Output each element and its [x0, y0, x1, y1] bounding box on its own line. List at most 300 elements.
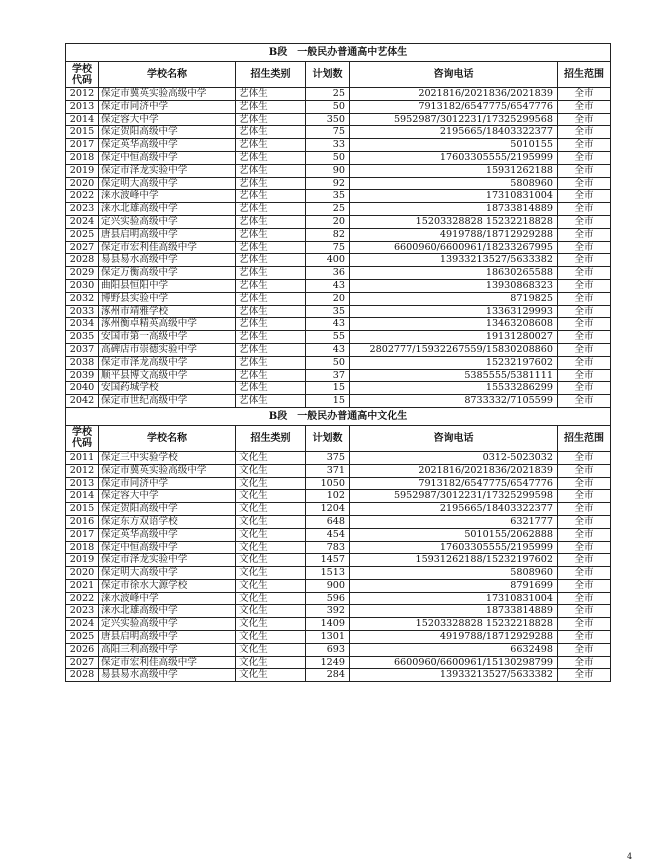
school-name-cell: 保定中恒高级中学: [99, 541, 236, 554]
school-code-cell: 2028: [66, 669, 99, 682]
school-code-cell: 2032: [66, 292, 99, 305]
table-row: [66, 292, 611, 305]
school-name-cell: 涞水北雄高级中学: [99, 203, 236, 216]
school-code-cell: 2042: [66, 395, 99, 408]
plan-count-cell: 20: [306, 215, 350, 228]
plan-count-cell: 693: [306, 643, 350, 656]
school-name-cell: 保定容大中学: [99, 113, 236, 126]
school-code-cell: 2014: [66, 490, 99, 503]
table-row: [66, 190, 611, 203]
section-title-row: [66, 407, 611, 425]
school-code-cell: 2029: [66, 267, 99, 280]
range-cell: 全市: [558, 669, 611, 682]
category-cell: 艺体生: [236, 164, 306, 177]
school-name-cell: 保定市冀英实验高级中学: [99, 464, 236, 477]
school-name-cell: 易县易水高级中学: [99, 669, 236, 682]
phone-cell: 2021816/2021836/2021839: [350, 464, 558, 477]
table-row: [66, 267, 611, 280]
school-name-cell: 保定市泽龙高级中学: [99, 356, 236, 369]
table-row: [66, 541, 611, 554]
table-header-row: [66, 425, 611, 451]
phone-cell: 2802777/15932267559/15830208860: [350, 343, 558, 356]
range-cell: 全市: [558, 528, 611, 541]
school-name-cell: 涞水北雄高级中学: [99, 605, 236, 618]
category-cell: 艺体生: [236, 139, 306, 152]
plan-count-cell: 284: [306, 669, 350, 682]
school-name-cell: 涿州市靖雅学校: [99, 305, 236, 318]
school-code-cell: 2017: [66, 528, 99, 541]
table-row: [66, 164, 611, 177]
school-code-cell: 2025: [66, 228, 99, 241]
school-name-cell: 定兴实验高级中学: [99, 618, 236, 631]
school-name-cell: 定兴实验高级中学: [99, 215, 236, 228]
school-code-cell: 2020: [66, 567, 99, 580]
school-code-cell: 2013: [66, 100, 99, 113]
range-cell: 全市: [558, 254, 611, 267]
plan-count-cell: 92: [306, 177, 350, 190]
column-header-type: 招生类别: [236, 62, 306, 88]
phone-cell: 5952987/3012231/17325299598: [350, 490, 558, 503]
range-cell: 全市: [558, 215, 611, 228]
plan-count-cell: 783: [306, 541, 350, 554]
range-cell: 全市: [558, 477, 611, 490]
phone-cell: 17310831004: [350, 190, 558, 203]
plan-count-cell: 25: [306, 88, 350, 101]
phone-cell: 4919788/18712929288: [350, 631, 558, 644]
range-cell: 全市: [558, 343, 611, 356]
school-name-cell: 保定市宏利佳高级中学: [99, 656, 236, 669]
phone-cell: 15232197602: [350, 356, 558, 369]
school-code-cell: 2015: [66, 503, 99, 516]
table-row: [66, 669, 611, 682]
phone-cell: 13930868323: [350, 279, 558, 292]
range-cell: 全市: [558, 318, 611, 331]
range-cell: 全市: [558, 279, 611, 292]
range-cell: 全市: [558, 515, 611, 528]
category-cell: 文化生: [236, 605, 306, 618]
plan-count-cell: 392: [306, 605, 350, 618]
school-code-cell: 2038: [66, 356, 99, 369]
table-row: [66, 151, 611, 164]
range-cell: 全市: [558, 631, 611, 644]
phone-cell: 5010155/2062888: [350, 528, 558, 541]
school-code-cell: 2035: [66, 331, 99, 344]
school-name-cell: 保定市同济中学: [99, 100, 236, 113]
school-name-cell: 安国药城学校: [99, 382, 236, 395]
school-name-cell: 涞水波峰中学: [99, 592, 236, 605]
plan-count-cell: 35: [306, 305, 350, 318]
table-row: [66, 279, 611, 292]
range-cell: 全市: [558, 464, 611, 477]
phone-cell: 15931262188/15232197602: [350, 554, 558, 567]
category-cell: 艺体生: [236, 305, 306, 318]
plan-count-cell: 75: [306, 126, 350, 139]
plan-count-cell: 1409: [306, 618, 350, 631]
range-cell: 全市: [558, 369, 611, 382]
table-row: [66, 464, 611, 477]
category-cell: 文化生: [236, 567, 306, 580]
plan-count-cell: 37: [306, 369, 350, 382]
school-name-cell: 保定英华高级中学: [99, 139, 236, 152]
school-name-cell: 保定东方双语学校: [99, 515, 236, 528]
table-row: [66, 254, 611, 267]
table-row: [66, 554, 611, 567]
enrollment-sheet: [65, 43, 610, 682]
phone-cell: 0312-5023032: [350, 451, 558, 464]
table-row: [66, 656, 611, 669]
table-row: [66, 631, 611, 644]
school-code-cell: 2040: [66, 382, 99, 395]
school-name-cell: 唐县启明高级中学: [99, 631, 236, 644]
plan-count-cell: 43: [306, 318, 350, 331]
school-name-cell: 涿州衡卓精英高级中学: [99, 318, 236, 331]
school-code-cell: 2021: [66, 579, 99, 592]
section-title: B段 一般民办普通高中艺体生: [66, 44, 611, 62]
school-code-cell: 2026: [66, 643, 99, 656]
plan-count-cell: 55: [306, 331, 350, 344]
plan-count-cell: 1249: [306, 656, 350, 669]
school-name-cell: 顺平县博文高级中学: [99, 369, 236, 382]
column-header-phone: 咨询电话: [350, 62, 558, 88]
phone-cell: 2195665/18403322377: [350, 126, 558, 139]
plan-count-cell: 75: [306, 241, 350, 254]
column-header-code: 学校 代码: [66, 62, 99, 88]
category-cell: 艺体生: [236, 331, 306, 344]
category-cell: 文化生: [236, 503, 306, 516]
plan-count-cell: 43: [306, 343, 350, 356]
phone-cell: 13933213527/5633382: [350, 254, 558, 267]
school-code-cell: 2039: [66, 369, 99, 382]
table-row: [66, 567, 611, 580]
section-title-row: [66, 44, 611, 62]
column-header-code: 学校 代码: [66, 425, 99, 451]
school-code-cell: 2012: [66, 464, 99, 477]
range-cell: 全市: [558, 382, 611, 395]
category-cell: 文化生: [236, 477, 306, 490]
range-cell: 全市: [558, 554, 611, 567]
phone-cell: 8733332/7105599: [350, 395, 558, 408]
range-cell: 全市: [558, 656, 611, 669]
range-cell: 全市: [558, 331, 611, 344]
category-cell: 艺体生: [236, 203, 306, 216]
school-name-cell: 保定英华高级中学: [99, 528, 236, 541]
plan-count-cell: 33: [306, 139, 350, 152]
column-header-range: 招生范围: [558, 425, 611, 451]
school-name-cell: 保定明大高级中学: [99, 177, 236, 190]
table-row: [66, 215, 611, 228]
range-cell: 全市: [558, 643, 611, 656]
range-cell: 全市: [558, 579, 611, 592]
range-cell: 全市: [558, 100, 611, 113]
category-cell: 文化生: [236, 490, 306, 503]
phone-cell: 6600960/6600961/15130298799: [350, 656, 558, 669]
category-cell: 艺体生: [236, 369, 306, 382]
table-row: [66, 318, 611, 331]
range-cell: 全市: [558, 139, 611, 152]
school-code-cell: 2025: [66, 631, 99, 644]
phone-cell: 2195665/18403322377: [350, 503, 558, 516]
plan-count-cell: 1301: [306, 631, 350, 644]
range-cell: 全市: [558, 88, 611, 101]
range-cell: 全市: [558, 541, 611, 554]
school-name-cell: 保定市泽龙实验中学: [99, 554, 236, 567]
school-name-cell: 保定中恒高级中学: [99, 151, 236, 164]
phone-cell: 8719825: [350, 292, 558, 305]
school-code-cell: 2033: [66, 305, 99, 318]
category-cell: 艺体生: [236, 113, 306, 126]
category-cell: 艺体生: [236, 254, 306, 267]
school-code-cell: 2017: [66, 139, 99, 152]
plan-count-cell: 25: [306, 203, 350, 216]
school-code-cell: 2018: [66, 151, 99, 164]
plan-count-cell: 20: [306, 292, 350, 305]
range-cell: 全市: [558, 356, 611, 369]
school-name-cell: 保定市宏利佳高级中学: [99, 241, 236, 254]
phone-cell: 13463208608: [350, 318, 558, 331]
table-row: [66, 177, 611, 190]
plan-count-cell: 1513: [306, 567, 350, 580]
school-name-cell: 安国市第一高级中学: [99, 331, 236, 344]
range-cell: 全市: [558, 451, 611, 464]
plan-count-cell: 50: [306, 100, 350, 113]
school-name-cell: 涞水波峰中学: [99, 190, 236, 203]
range-cell: 全市: [558, 151, 611, 164]
school-name-cell: 保定贺阳高级中学: [99, 503, 236, 516]
category-cell: 艺体生: [236, 126, 306, 139]
table-row: [66, 477, 611, 490]
school-code-cell: 2011: [66, 451, 99, 464]
school-code-cell: 2016: [66, 515, 99, 528]
school-code-cell: 2012: [66, 88, 99, 101]
phone-cell: 5808960: [350, 567, 558, 580]
phone-cell: 4919788/18712929288: [350, 228, 558, 241]
school-name-cell: 保定市世纪高级中学: [99, 395, 236, 408]
table-row: [66, 451, 611, 464]
table-row: [66, 343, 611, 356]
school-code-cell: 2030: [66, 279, 99, 292]
category-cell: 文化生: [236, 515, 306, 528]
school-name-cell: 保定容大中学: [99, 490, 236, 503]
range-cell: 全市: [558, 503, 611, 516]
column-header-name: 学校名称: [99, 62, 236, 88]
category-cell: 艺体生: [236, 228, 306, 241]
phone-cell: 6632498: [350, 643, 558, 656]
school-name-cell: 高碑店市崇德实验中学: [99, 343, 236, 356]
category-cell: 文化生: [236, 618, 306, 631]
range-cell: 全市: [558, 190, 611, 203]
plan-count-cell: 371: [306, 464, 350, 477]
column-header-type: 招生类别: [236, 425, 306, 451]
category-cell: 文化生: [236, 669, 306, 682]
range-cell: 全市: [558, 126, 611, 139]
column-header-plan: 计划数: [306, 62, 350, 88]
table-row: [66, 643, 611, 656]
category-cell: 艺体生: [236, 318, 306, 331]
plan-count-cell: 50: [306, 151, 350, 164]
phone-cell: 15203328828 15232218828: [350, 618, 558, 631]
column-header-phone: 咨询电话: [350, 425, 558, 451]
phone-cell: 5952987/3012231/17325299568: [350, 113, 558, 126]
school-name-cell: 高阳三利高级中学: [99, 643, 236, 656]
section-title: B段 一般民办普通高中文化生: [66, 407, 611, 425]
school-name-cell: 保定万衡高级中学: [99, 267, 236, 280]
category-cell: 文化生: [236, 656, 306, 669]
plan-count-cell: 1457: [306, 554, 350, 567]
plan-count-cell: 15: [306, 382, 350, 395]
category-cell: 艺体生: [236, 151, 306, 164]
category-cell: 艺体生: [236, 215, 306, 228]
category-cell: 艺体生: [236, 177, 306, 190]
table-row: [66, 592, 611, 605]
table-row: [66, 605, 611, 618]
phone-cell: 7913182/6547775/6547776: [350, 100, 558, 113]
phone-cell: 19131280027: [350, 331, 558, 344]
school-code-cell: 2022: [66, 190, 99, 203]
school-code-cell: 2024: [66, 618, 99, 631]
plan-count-cell: 90: [306, 164, 350, 177]
table-row: [66, 618, 611, 631]
category-cell: 艺体生: [236, 100, 306, 113]
phone-cell: 5010155: [350, 139, 558, 152]
range-cell: 全市: [558, 567, 611, 580]
category-cell: 文化生: [236, 451, 306, 464]
school-code-cell: 2015: [66, 126, 99, 139]
category-cell: 文化生: [236, 643, 306, 656]
column-header-range: 招生范围: [558, 62, 611, 88]
plan-count-cell: 1204: [306, 503, 350, 516]
phone-cell: 6321777: [350, 515, 558, 528]
table-row: [66, 126, 611, 139]
range-cell: 全市: [558, 395, 611, 408]
range-cell: 全市: [558, 177, 611, 190]
phone-cell: 13363129993: [350, 305, 558, 318]
table-row: [66, 382, 611, 395]
school-code-cell: 2018: [66, 541, 99, 554]
phone-cell: 17603305555/2195999: [350, 541, 558, 554]
school-code-cell: 2023: [66, 605, 99, 618]
school-name-cell: 曲阳县恒阳中学: [99, 279, 236, 292]
school-name-cell: 保定市同济中学: [99, 477, 236, 490]
school-code-cell: 2027: [66, 656, 99, 669]
school-name-cell: 保定市徐水大源学校: [99, 579, 236, 592]
range-cell: 全市: [558, 241, 611, 254]
table-row: [66, 528, 611, 541]
phone-cell: 18733814889: [350, 203, 558, 216]
table-row: [66, 305, 611, 318]
category-cell: 文化生: [236, 528, 306, 541]
range-cell: 全市: [558, 267, 611, 280]
category-cell: 艺体生: [236, 382, 306, 395]
category-cell: 艺体生: [236, 356, 306, 369]
phone-cell: 15931262188: [350, 164, 558, 177]
category-cell: 艺体生: [236, 241, 306, 254]
table-row: [66, 356, 611, 369]
school-name-cell: 唐县启明高级中学: [99, 228, 236, 241]
category-cell: 文化生: [236, 464, 306, 477]
table-header-row: [66, 62, 611, 88]
range-cell: 全市: [558, 592, 611, 605]
category-cell: 文化生: [236, 579, 306, 592]
phone-cell: 18733814889: [350, 605, 558, 618]
plan-count-cell: 400: [306, 254, 350, 267]
school-code-cell: 2022: [66, 592, 99, 605]
plan-count-cell: 43: [306, 279, 350, 292]
school-name-cell: 保定贺阳高级中学: [99, 126, 236, 139]
category-cell: 艺体生: [236, 267, 306, 280]
category-cell: 艺体生: [236, 190, 306, 203]
table-row: [66, 579, 611, 592]
table-row: [66, 203, 611, 216]
category-cell: 艺体生: [236, 88, 306, 101]
plan-count-cell: 596: [306, 592, 350, 605]
table-row: [66, 139, 611, 152]
school-name-cell: 保定三中实验学校: [99, 451, 236, 464]
range-cell: 全市: [558, 292, 611, 305]
category-cell: 艺体生: [236, 395, 306, 408]
table-row: [66, 228, 611, 241]
plan-count-cell: 454: [306, 528, 350, 541]
plan-count-cell: 82: [306, 228, 350, 241]
plan-count-cell: 15: [306, 395, 350, 408]
phone-cell: 8791699: [350, 579, 558, 592]
phone-cell: 18630265588: [350, 267, 558, 280]
category-cell: 艺体生: [236, 292, 306, 305]
phone-cell: 15533286299: [350, 382, 558, 395]
range-cell: 全市: [558, 228, 611, 241]
table-row: [66, 88, 611, 101]
school-code-cell: 2027: [66, 241, 99, 254]
table-row: [66, 515, 611, 528]
column-header-name: 学校名称: [99, 425, 236, 451]
school-code-cell: 2028: [66, 254, 99, 267]
category-cell: 文化生: [236, 631, 306, 644]
school-code-cell: 2024: [66, 215, 99, 228]
plan-count-cell: 50: [306, 356, 350, 369]
range-cell: 全市: [558, 203, 611, 216]
plan-count-cell: 375: [306, 451, 350, 464]
plan-count-cell: 102: [306, 490, 350, 503]
school-name-cell: 易县易水高级中学: [99, 254, 236, 267]
range-cell: 全市: [558, 605, 611, 618]
school-code-cell: 2019: [66, 554, 99, 567]
range-cell: 全市: [558, 113, 611, 126]
range-cell: 全市: [558, 618, 611, 631]
category-cell: 艺体生: [236, 343, 306, 356]
phone-cell: 17310831004: [350, 592, 558, 605]
phone-cell: 6600960/6600961/18233267995: [350, 241, 558, 254]
table-row: [66, 241, 611, 254]
school-name-cell: 保定明大高级中学: [99, 567, 236, 580]
table-row: [66, 395, 611, 408]
phone-cell: 17603305555/2195999: [350, 151, 558, 164]
range-cell: 全市: [558, 164, 611, 177]
category-cell: 文化生: [236, 592, 306, 605]
table-row: [66, 503, 611, 516]
school-code-cell: 2023: [66, 203, 99, 216]
range-cell: 全市: [558, 490, 611, 503]
phone-cell: 2021816/2021836/2021839: [350, 88, 558, 101]
school-code-cell: 2034: [66, 318, 99, 331]
plan-count-cell: 350: [306, 113, 350, 126]
phone-cell: 13933213527/5633382: [350, 669, 558, 682]
school-name-cell: 博野县实验中学: [99, 292, 236, 305]
phone-cell: 5385555/5381111: [350, 369, 558, 382]
plan-count-cell: 1050: [306, 477, 350, 490]
table-row: [66, 113, 611, 126]
page-number: 4: [627, 852, 633, 861]
school-code-cell: 2014: [66, 113, 99, 126]
plan-count-cell: 648: [306, 515, 350, 528]
